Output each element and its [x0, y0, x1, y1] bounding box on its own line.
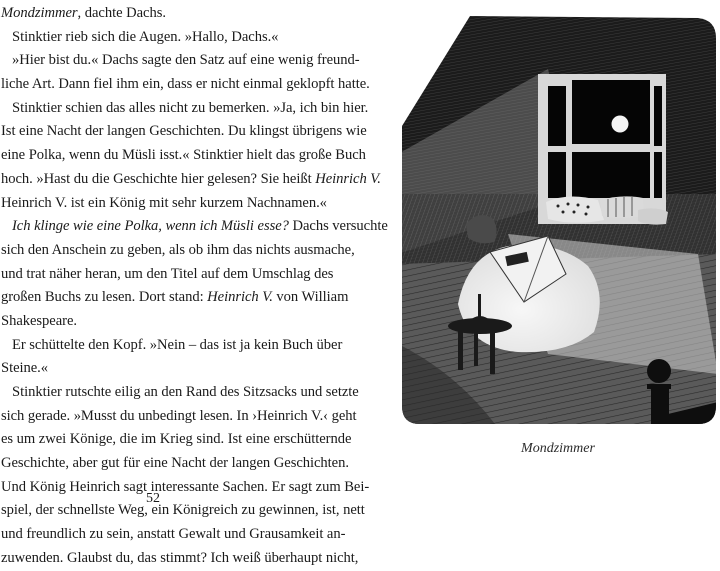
text-line: [1, 381, 359, 405]
italic-text: Ich klinge wie eine Polka, wenn ich Müsli esse?: [12, 218, 289, 235]
illustration-scene: [398, 14, 718, 428]
italic-text: Mondzimmer: [1, 5, 78, 21]
text-segment: , dachte Dachs.: [77, 5, 166, 21]
text-line: [1, 2, 306, 26]
text-line: [1, 263, 334, 287]
text-line: [1, 405, 357, 429]
text-line: [1, 215, 388, 239]
text-segment: und freundlich zu sein, anstatt Gewalt und Grausamkeit an-: [1, 526, 346, 543]
text-line: [1, 49, 360, 73]
text-segment: Er schüttelte den Kopf. »Nein – das ist ja kein Buch über: [12, 336, 343, 353]
text-line: [1, 97, 369, 121]
text-segment: »Hier bist du.« Dachs sagte den Satz auf eine wenig freund-: [12, 52, 360, 69]
italic-text: Heinrich V.: [207, 289, 273, 306]
text-line: [1, 286, 349, 310]
text-segment: spiel, der schnellste Weg, ein Königreich zu gewinnen, ist, nett: [1, 502, 365, 519]
text-segment: Heinrich V. ist ein König mit sehr kurzem Nachnamen.«: [1, 194, 327, 211]
text-segment: Dachs versuchte: [288, 218, 388, 235]
italic-text: Heinrich V.: [315, 170, 381, 187]
text-line: [1, 26, 306, 50]
text-line: [1, 192, 327, 216]
text-line: [1, 73, 370, 97]
text-segment: Steine.«: [1, 360, 49, 377]
text-segment: eine Polka, wenn du Müsli isst.« Stinktier hielt das große Buch: [1, 147, 366, 164]
text-line: [1, 168, 381, 192]
text-segment: sich gerade. »Musst du unbedingt lesen. In ›Heinrich V.‹ geht: [1, 407, 357, 424]
text-line: [1, 334, 343, 358]
text-segment: sich den Anschein zu geben, als ob ihm das nichts ausmache,: [1, 241, 355, 258]
text-line: [1, 120, 367, 144]
text-segment: zuwenden. Glaubst du, das stimmt? Ich weiß überhaupt nicht,: [1, 549, 359, 566]
text-segment: Stinktier schien das alles nicht zu bemerken. »Ja, ich bin hier.: [12, 99, 369, 116]
text-segment: Ist eine Nacht der langen Geschichten. Du klingst übrigens wie: [1, 123, 367, 140]
left-page-text: [1, 2, 388, 571]
text-segment: Stinktier rutschte eilig an den Rand des Sitzsacks und setzte: [12, 384, 359, 400]
text-segment: Und König Heinrich sagt interessante Sachen. Er sagt zum Bei-: [1, 478, 370, 495]
text-line: [1, 144, 366, 168]
text-line: [1, 428, 352, 452]
text-line: [1, 547, 359, 571]
text-segment: liche Art. Dann fiel ihm ein, dass er nicht einmal geklopft hatte.: [1, 76, 370, 93]
text-segment: von William: [272, 289, 349, 306]
text-line: [1, 452, 349, 476]
text-line: [1, 357, 306, 381]
text-segment: hoch. »Hast du die Geschichte hier gelesen? Sie heißt: [1, 170, 316, 187]
text-segment: großen Buchs zu lesen. Dort stand:: [1, 289, 208, 306]
page-number: 52: [146, 491, 160, 506]
text-segment: Geschichte, aber gut für eine Nacht der langen Geschichten.: [1, 455, 349, 472]
text-line: [1, 523, 346, 547]
text-segment: Shakespeare.: [1, 312, 77, 329]
text-segment: und trat näher heran, um den Titel auf dem Umschlag des: [1, 265, 334, 282]
text-line: [1, 310, 306, 334]
text-segment: Stinktier rieb sich die Augen. »Hallo, Dachs.«: [12, 28, 279, 45]
text-segment: es um zwei Könige, die im Krieg sind. Ist eine erschütternde: [1, 431, 352, 448]
text-line: [1, 239, 355, 263]
illustration-caption: Mondzimmer: [521, 441, 595, 456]
illustration-mondzimmer: [398, 14, 718, 428]
moon-icon: [612, 116, 629, 133]
